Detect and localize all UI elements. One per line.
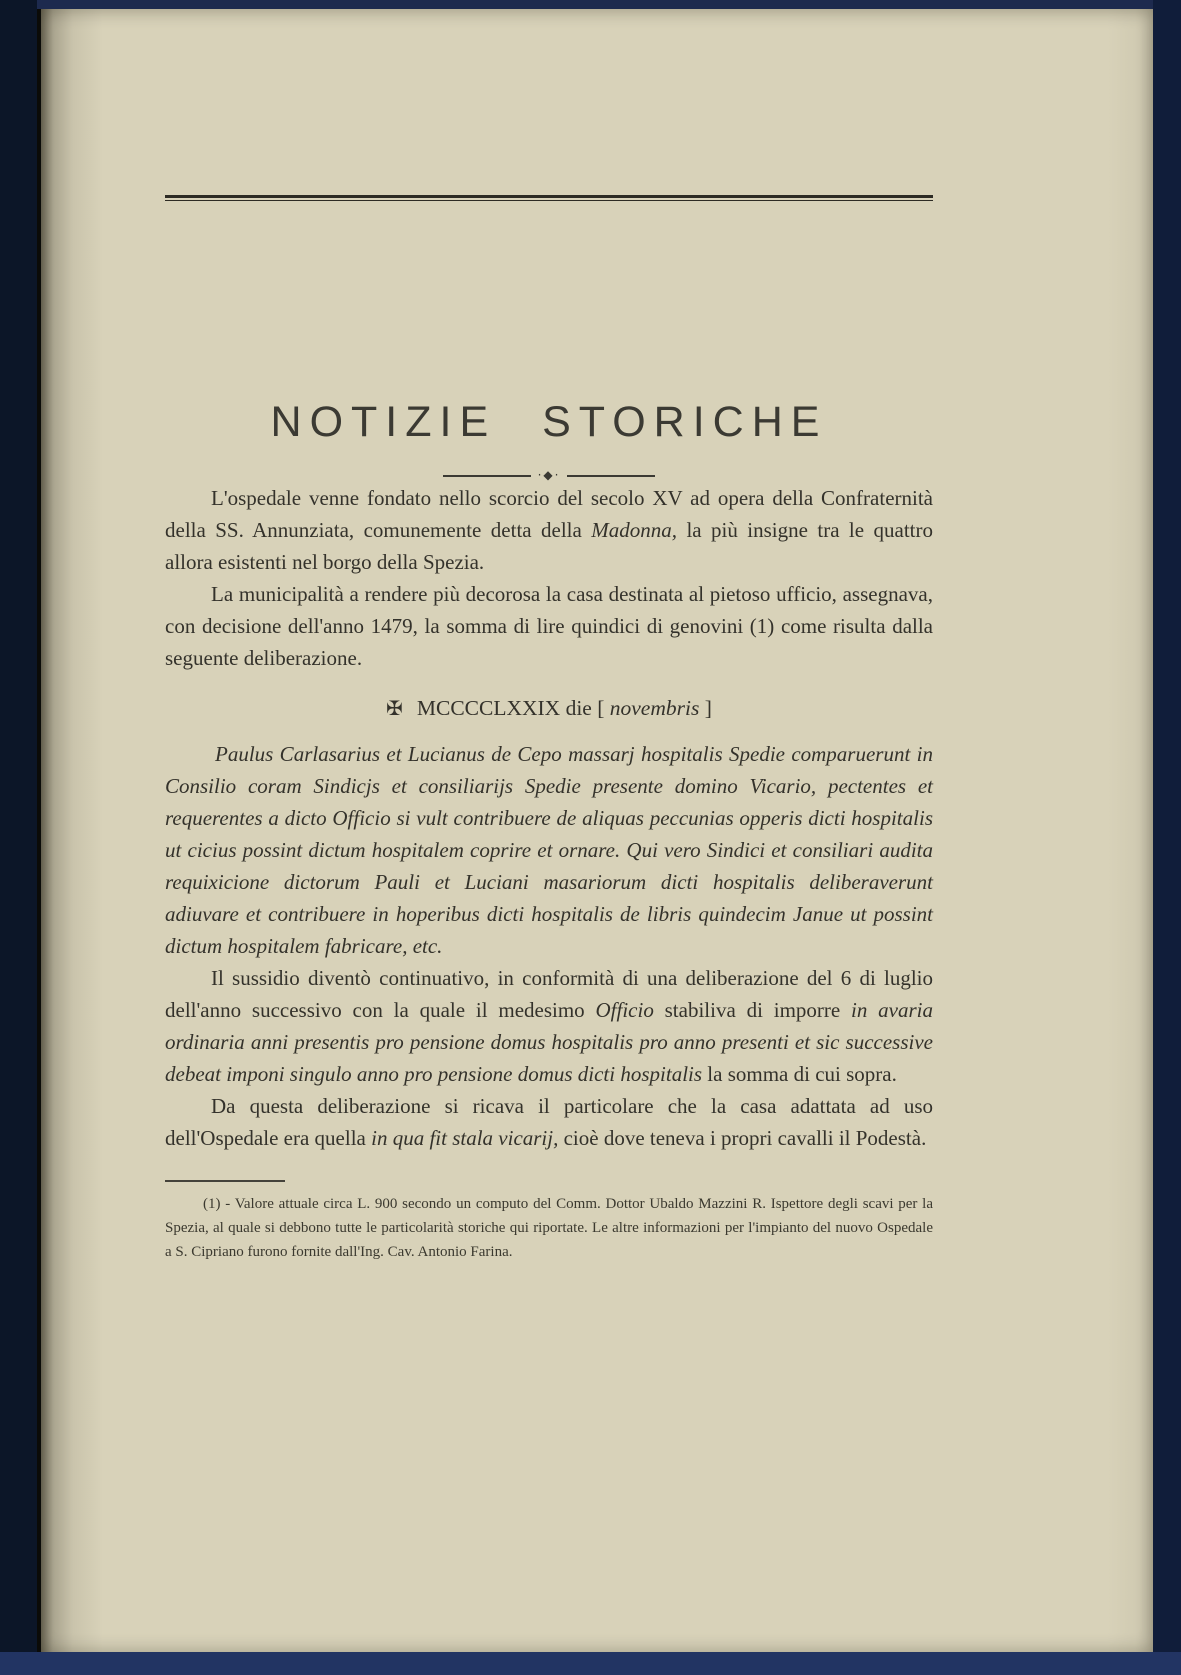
book-page bbox=[37, 9, 1153, 1652]
text-run: L'ospedale venne fondato nello scorcio del secolo XV ad opera della Confraternità della SS. Annunziata, comunemente detta della bbox=[165, 486, 933, 542]
text-run-italic: Madonna, bbox=[591, 518, 678, 542]
text-run-italic: in qua fit stala vicarij, bbox=[371, 1126, 559, 1150]
photo-backdrop-top bbox=[0, 0, 1181, 9]
latin-deliberation-paragraph bbox=[165, 738, 933, 962]
photo-backdrop-right bbox=[1153, 0, 1181, 1675]
text-run-italic: in avaria ordinaria anni presentis pro pensione domus hospitalis pro anno presenti et sic successive debeat imponi singulo anno pro pensione domus dicti hospitalis bbox=[165, 998, 933, 1086]
footnote bbox=[165, 1192, 933, 1264]
stable-paragraph bbox=[165, 1090, 933, 1154]
text-run: Il sussidio diventò continuativo, in conformità di una deliberazione del 6 di luglio dell'anno successivo con la quale il medesimo bbox=[165, 966, 933, 1022]
page-title: NOTIZIE STORICHE bbox=[270, 398, 828, 446]
text-run: La municipalità a rendere più decorosa la casa destinata al pietoso ufficio, assegnava, con decisione dell'anno 1479, la somma di lire quindici di genovini (1) come risulta dalla seguente deliberazione. bbox=[165, 582, 933, 670]
subsidy-paragraph bbox=[165, 962, 933, 1090]
text-run: (1) - Valore attuale circa L. 900 secondo un computo del Comm. Dottor Ubaldo Mazzini R. Ispettore degli scavi per la Spezia, al quale si debbono tutte le particolarità storiche qui riportate. Le altre informazioni per l'impianto del nuovo Ospedale a S. Cipriano furono fornite dall'Ing. Cav. Antonio Farina. bbox=[165, 1196, 933, 1260]
date-heading bbox=[165, 694, 933, 722]
divider-line-right bbox=[567, 475, 655, 477]
divider-line-left bbox=[443, 475, 531, 477]
text-run: MCCCCLXXIX die [ bbox=[416, 696, 610, 720]
page-content bbox=[165, 9, 933, 1264]
text-run-italic: Paulus Carlasarius et Lucianus de Cepo massarj hospitalis Spedie comparuerunt in Consilio coram Sindicjs et consiliarijs Spedie presente domino Vicario, pectentes et requerentes a dicto Officio si vult contribuere de aliquas peccunias opperis dicti hospitalis ut cicius possint dictum hospitalem coprire et ornare. Qui vero Sindici et consiliari audita requixicione dictorum Pauli et Luciani masariorum dicti hospitalis deliberaverunt adiuvare et contribuere in hoperibus dicti hospitalis de libris quindecim Janue ut possint dictum hospitalem fabricare, etc. bbox=[165, 742, 933, 958]
text-run: cioè dove teneva i propri cavalli il Podestà. bbox=[558, 1126, 927, 1150]
text-run-italic: Officio bbox=[595, 998, 654, 1022]
header-rule bbox=[165, 195, 933, 201]
text-run: stabiliva di imporre bbox=[653, 998, 852, 1022]
title-divider bbox=[443, 470, 655, 482]
text-run-italic: novembris bbox=[609, 696, 700, 720]
funding-paragraph bbox=[165, 578, 933, 674]
maltese-cross-icon: ✠ bbox=[386, 696, 403, 720]
photo-backdrop-bottom bbox=[0, 1652, 1181, 1675]
footnote-rule bbox=[165, 1180, 285, 1182]
text-run: la somma di cui sopra. bbox=[702, 1062, 897, 1086]
text-run: ] bbox=[699, 696, 712, 720]
intro-paragraph bbox=[165, 482, 933, 578]
diamond-ornament: ·◆· bbox=[537, 468, 561, 482]
text-run: la più insigne tra le quattro allora esistenti nel borgo della Spezia. bbox=[165, 518, 933, 574]
photo-backdrop-left bbox=[0, 0, 37, 1675]
text-run: Da questa deliberazione si ricava il particolare che la casa adattata ad uso dell'Ospedale era quella bbox=[165, 1094, 933, 1150]
